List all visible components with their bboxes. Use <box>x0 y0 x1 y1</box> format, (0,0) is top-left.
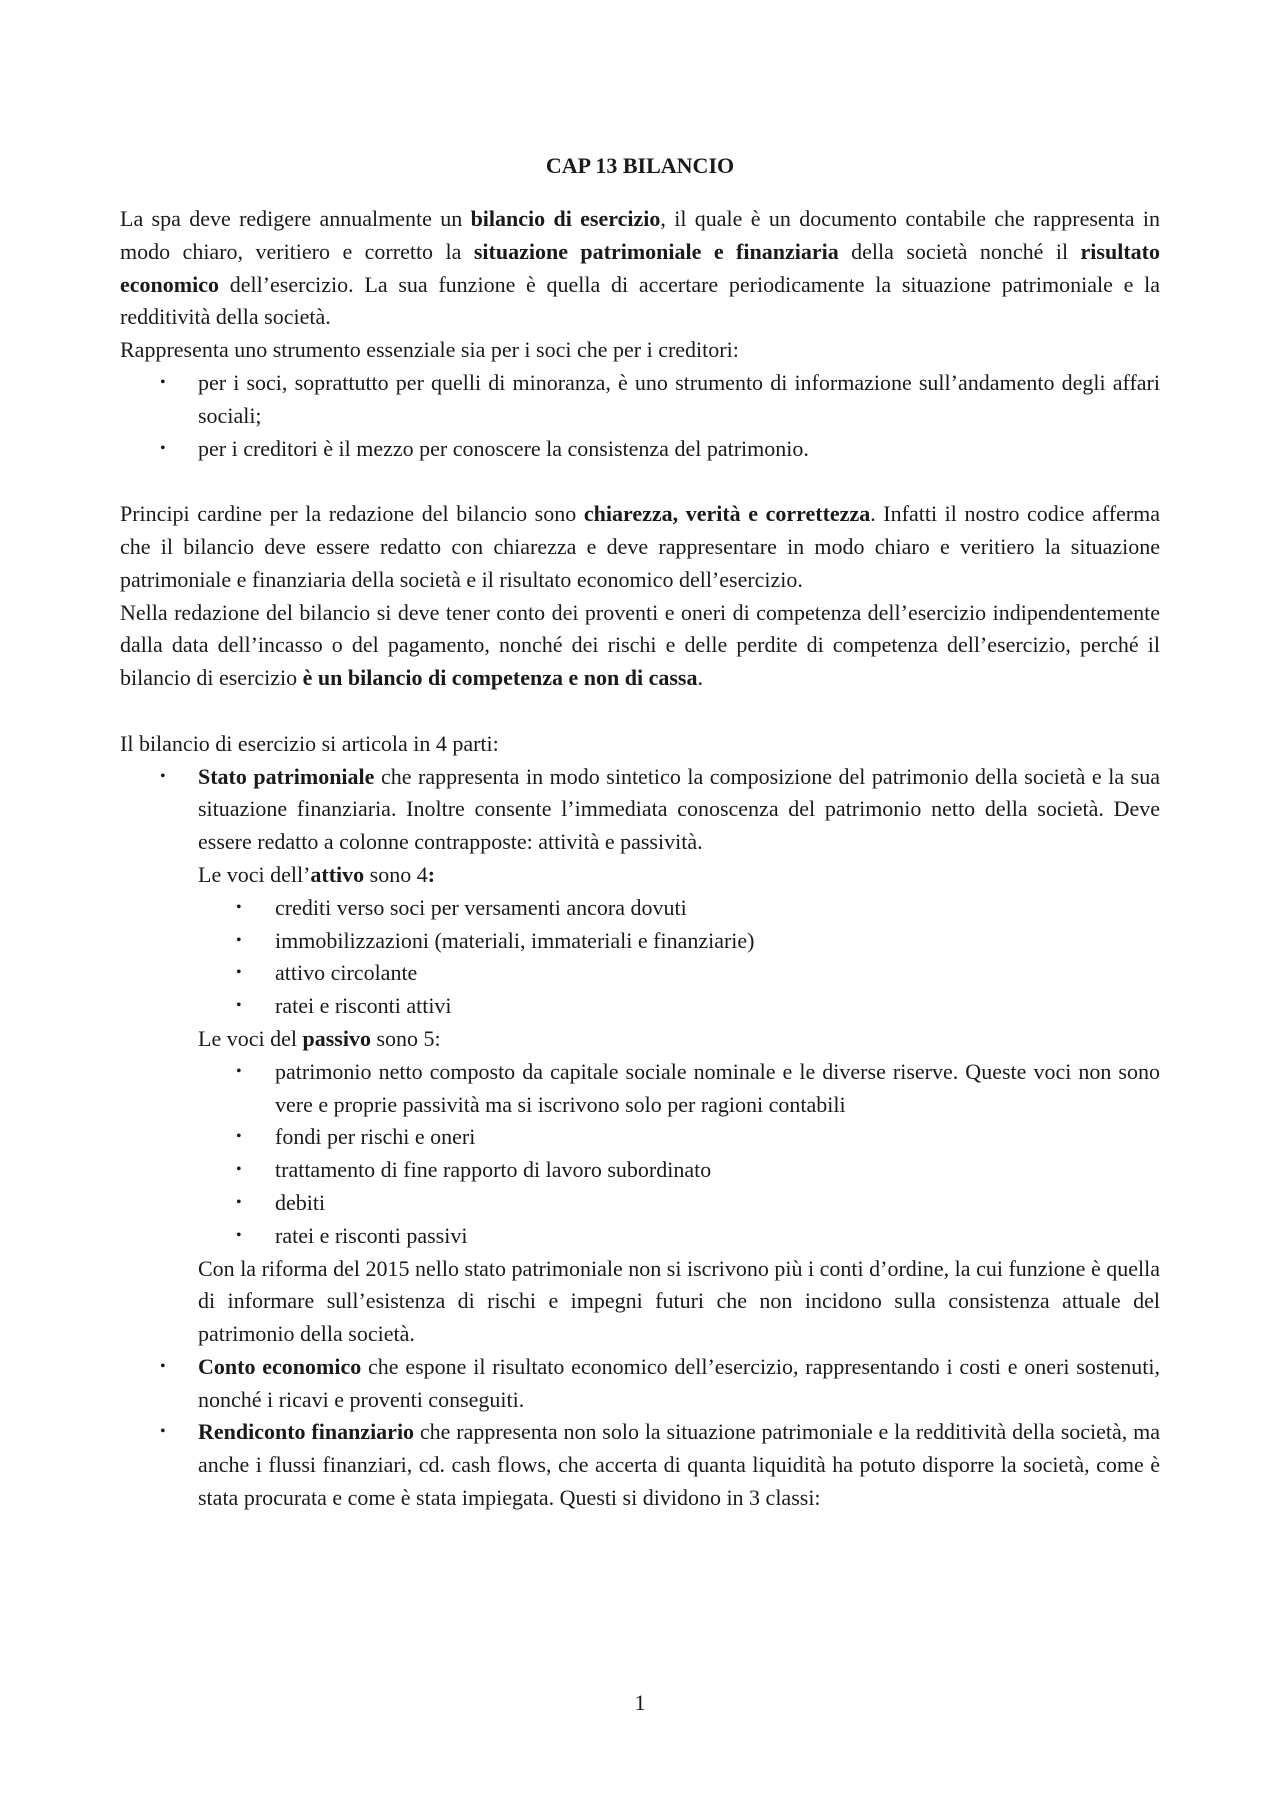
bullet-list-passivo <box>198 1056 1160 1253</box>
list-item: • attivo circolante <box>198 957 1160 990</box>
paragraph-riforma: Con la riforma del 2015 nello stato patrimoniale non si iscrivono più i conti d’ordine, la cui funzione è quella di informare sull’esistenza di rischi e impegni futuri che non incidono sulla consistenza attuale del patrimonio della società. <box>198 1255 1160 1347</box>
bold-term: bilancio di esercizio <box>470 206 661 231</box>
list-item: • per i soci, soprattutto per quelli di minoranza, è uno strumento di informazione sull’andamento degli affari sociali; <box>120 367 1160 433</box>
text: , il quale è un documento contabile che rappresenta in modo chiaro, veritiero e corretto la <box>120 206 1161 264</box>
list-item: • trattamento di fine rapporto di lavoro subordinato <box>198 1154 1160 1187</box>
paragraph-articolazione: Il bilancio di esercizio si articola in 4 parti: <box>120 730 499 756</box>
text: Nella redazione del bilancio si deve tener conto dei proventi e oneri di competenza dell’esercizio indipendentemente dalla data dell’incasso o del pagamento, nonché dei rischi e delle perdite di competenza dell’esercizio, perché il bilancio di esercizio <box>120 599 1160 691</box>
list-item: • ratei e risconti passivi <box>198 1220 1160 1253</box>
list-item: • ratei e risconti attivi <box>198 990 1160 1023</box>
document-page <box>120 150 1160 1515</box>
page-number: 1 <box>634 1690 646 1715</box>
paragraph-intro <box>120 203 1160 334</box>
bold-term: è un bilancio di competenza e non di cassa <box>302 665 698 691</box>
text: . <box>697 665 703 691</box>
bold-term: : <box>427 861 436 887</box>
bold-term: Rendiconto finanziario <box>198 1419 415 1445</box>
text: della società nonché il <box>838 238 1081 264</box>
bullet-list-soci-creditori <box>120 367 1160 465</box>
text: che rappresenta non solo la situazione patrimoniale e la redditività della società, ma anche i flussi finanziari, cd. cash flows, che accerta di quanta liquidità ha potuto disporre la società, come è stata procurata e come è stata impiegata. Questi si dividono in 3 classi: <box>198 1419 1160 1511</box>
text: che rappresenta in modo sintetico la composizione del patrimonio della società e la sua situazione finanziaria. Inoltre consente l’immediata conoscenza del patrimonio netto della società. Deve essere redatto a colonne contrapposte: attività e passività. <box>198 763 1160 855</box>
text: Le voci del <box>198 1025 303 1051</box>
bold-term: risultato economico <box>120 238 1160 297</box>
attivo-heading <box>198 859 1160 892</box>
text: sono 4 <box>364 861 428 887</box>
paragraph-principi <box>120 498 1160 596</box>
text: . Infatti il nostro codice afferma che il bilancio deve essere redatto con chiarezza e deve rappresentare in modo chiaro e veritiero la situazione patrimoniale e finanziaria della società e il risultato economico dell’esercizio. <box>120 501 1161 592</box>
paragraph-competenza <box>120 597 1160 695</box>
text: sono 5: <box>370 1025 441 1051</box>
list-item: • per i creditori è il mezzo per conoscere la consistenza del patrimonio. <box>120 433 1160 466</box>
bold-term: passivo <box>302 1025 371 1051</box>
list-item: • crediti verso soci per versamenti ancora dovuti <box>198 892 1160 925</box>
bold-term: attivo <box>310 861 365 887</box>
text: che espone il risultato economico dell’esercizio, rappresentando i costi e oneri sostenuti, nonché i ricavi e proventi conseguiti. <box>198 1353 1160 1412</box>
bullet-list-attivo <box>198 892 1160 1023</box>
list-item: • patrimonio netto composto da capitale sociale nominale e le diverse riserve. Queste voci non sono vere e proprie passività ma si iscrivono solo per ragioni contabili <box>198 1056 1160 1122</box>
text: La spa deve redigere annualmente un <box>120 206 471 231</box>
bold-term: situazione patrimoniale e finanziaria <box>473 238 839 264</box>
bold-term: Stato patrimoniale <box>198 763 375 789</box>
bold-term: chiarezza, verità e correttezza <box>583 501 871 527</box>
bold-term: Conto economico <box>198 1353 362 1379</box>
text: Principi cardine per la redazione del bilancio sono <box>120 501 584 527</box>
list-item: • debiti <box>198 1187 1160 1220</box>
list-item: • immobilizzazioni (materiali, immateriali e finanziarie) <box>198 925 1160 958</box>
list-item-conto-economico <box>120 1351 1160 1417</box>
bullet-list-parti <box>120 761 1160 1515</box>
list-item: • fondi per rischi e oneri <box>198 1121 1160 1154</box>
passivo-heading <box>198 1023 1160 1056</box>
text: Le voci dell’ <box>198 861 311 887</box>
list-item-rendiconto-finanziario <box>120 1416 1160 1514</box>
list-item-stato-patrimoniale <box>120 761 1160 1351</box>
page-title: CAP 13 BILANCIO <box>545 153 735 178</box>
paragraph-strumento: Rappresenta uno strumento essenziale sia per i soci che per i creditori: <box>120 337 739 363</box>
text: dell’esercizio. La sua funzione è quella di accertare periodicamente la situazione patrimoniale e la redditività della società. <box>120 271 1160 330</box>
